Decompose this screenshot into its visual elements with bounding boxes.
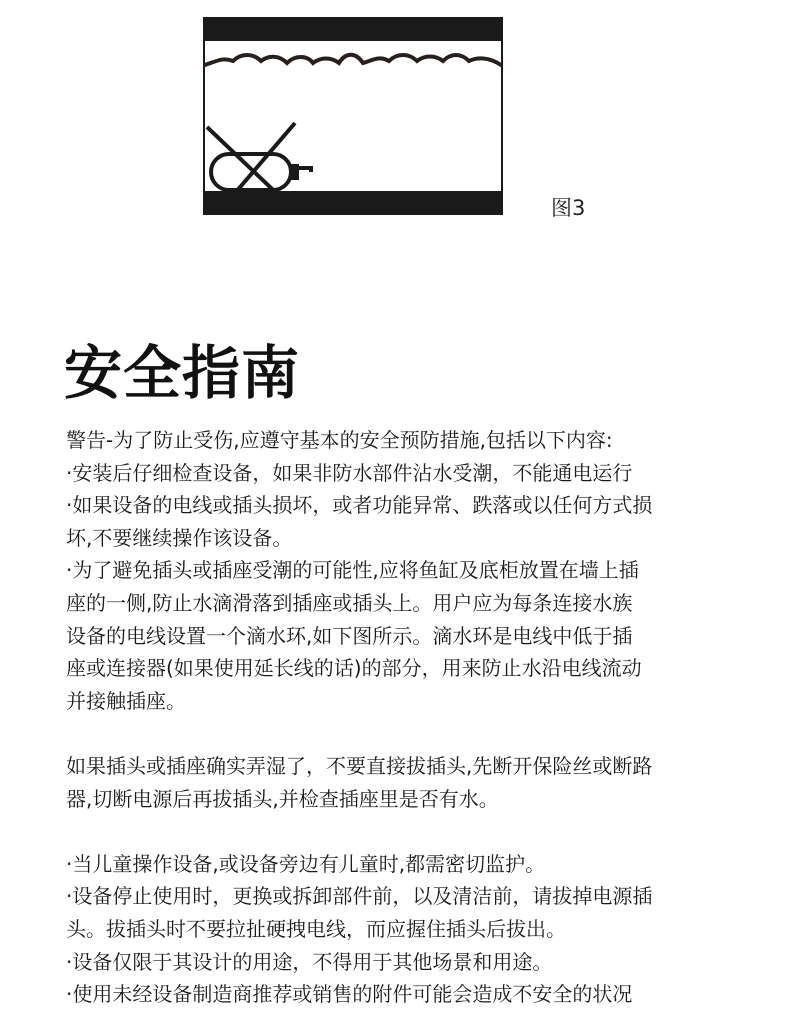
paragraph-gap	[66, 717, 734, 750]
top-band	[203, 17, 503, 41]
text-line: 如果插头或插座确实弄湿了，不要直接拔插头,先断开保险丝或断路	[66, 753, 653, 778]
figure-3-illustration	[203, 17, 503, 215]
no-submerged-heater-icon	[203, 17, 503, 215]
figure-label: 图3	[551, 196, 586, 220]
text-line: ·当儿童操作设备,或设备旁边有儿童时,都需密切监护。	[66, 851, 546, 876]
text-line: 座的一侧,防止水滴滑落到插座或插头上。用户应为每条连接水族	[66, 590, 633, 615]
text-line: ·为了避免插头或插座受潮的可能性,应将鱼缸及底柜放置在墙上插	[66, 558, 639, 583]
text-line: 器,切断电源后再拔插头,并检查插座里是否有水。	[66, 786, 499, 811]
text-line: 设备的电线设置一个滴水环,如下图所示。滴水环是电线中低于插	[66, 623, 633, 648]
text-line: 头。拔插头时不要拉扯硬拽电线，而应握住插头后拔出。	[66, 916, 566, 941]
text-line: ·使用未经设备制造商推荐或销售的附件可能会造成不安全的状况	[66, 982, 633, 1007]
text-line: 警告-为了防止受伤,应遵守基本的安全预防措施,包括以下内容:	[66, 428, 613, 452]
bottom-band	[203, 191, 503, 215]
text-line: 坏,不要继续操作该设备。	[66, 525, 293, 550]
text-line: 座或连接器(如果使用延长线的话)的部分，用来防止水沿电线流动	[66, 656, 642, 681]
text-line: ·安装后仔细检查设备，如果非防水部件沾水受潮，不能通电运行	[66, 460, 633, 485]
text-line: ·设备仅限于其设计的用途，不得用于其他场景和用途。	[66, 949, 553, 974]
section-title: 安全指南	[64, 339, 301, 407]
paragraph-gap	[66, 815, 734, 848]
safety-guide-body	[66, 424, 734, 1011]
heater-cap	[291, 164, 299, 180]
text-line: 并接触插座。	[66, 688, 186, 713]
text-line: ·如果设备的电线或插头损坏，或者功能异常、跌落或以任何方式损	[66, 493, 653, 518]
text-line: ·设备停止使用时，更换或拆卸部件前，以及清洁前，请拔掉电源插	[66, 884, 653, 909]
